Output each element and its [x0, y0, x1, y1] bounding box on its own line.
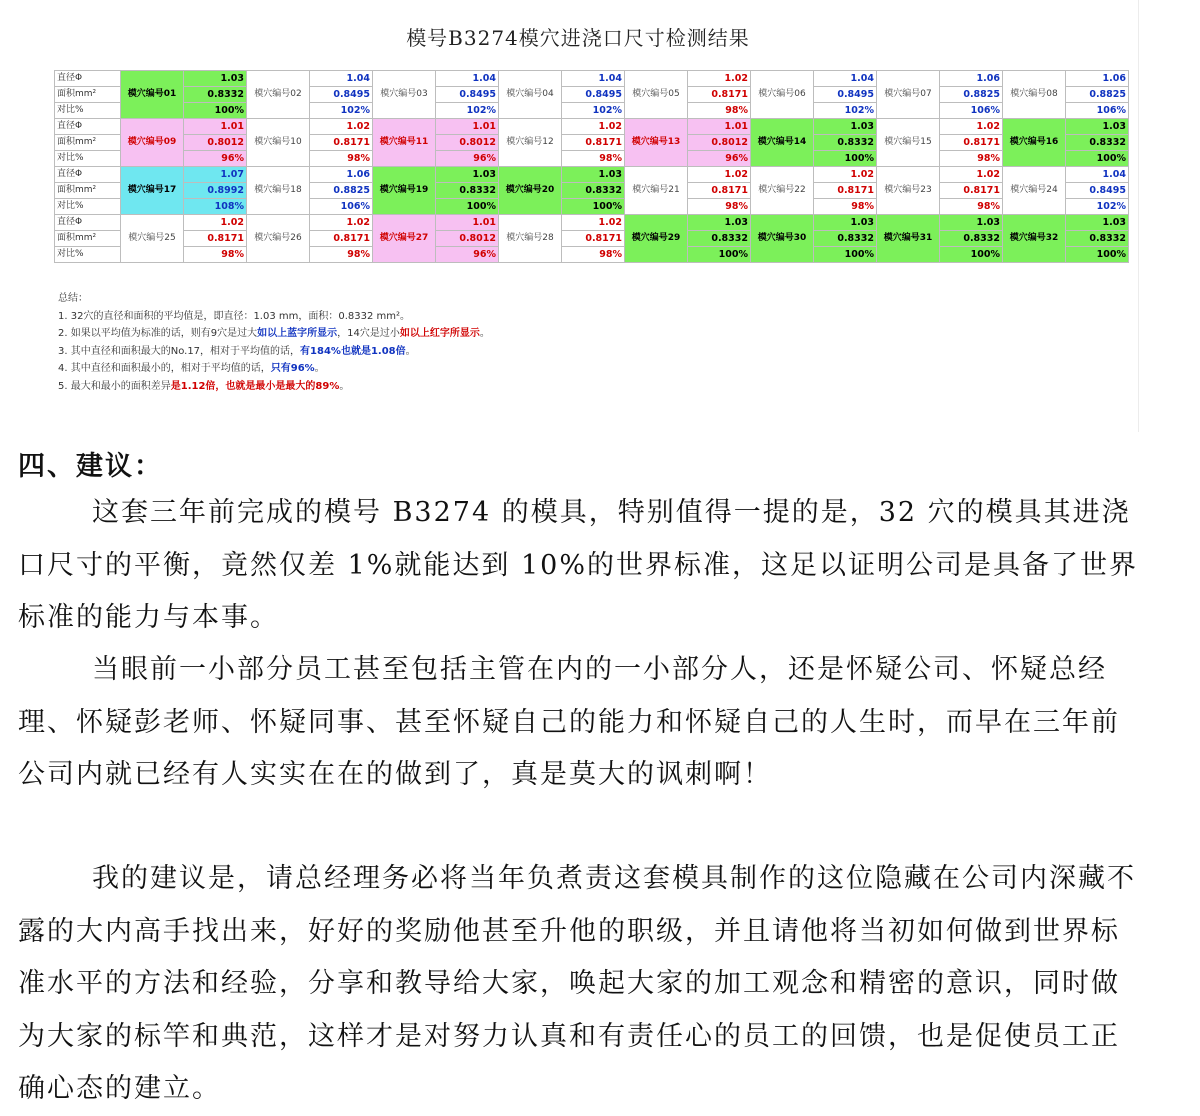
cavity-value: 102% [814, 103, 877, 119]
cavity-name: 模穴编号19 [373, 167, 436, 215]
cavity-name: 模穴编号16 [1003, 119, 1066, 167]
cavity-value: 98% [562, 151, 625, 167]
cavity-value: 0.8332 [814, 135, 877, 151]
figure-title: 模号B3274模穴进浇口尺寸检测结果 [406, 26, 750, 50]
cavity-value: 106% [940, 103, 1003, 119]
table-row [55, 231, 1129, 247]
cavity-value: 100% [562, 199, 625, 215]
summary-line-1: 1. 32穴的直径和面积的平均值是，即直径：1.03 mm，面积：0.8332 mm²。 [58, 310, 411, 322]
cavity-value: 98% [562, 247, 625, 263]
cavity-value: 102% [436, 103, 499, 119]
cavity-value: 1.02 [310, 215, 373, 231]
cavity-value: 0.8171 [562, 231, 625, 247]
cavity-value: 98% [940, 151, 1003, 167]
table-row [55, 119, 1129, 135]
cavity-name: 模穴编号08 [1003, 71, 1066, 119]
cavity-value: 1.04 [814, 71, 877, 87]
cavity-value: 0.8012 [436, 135, 499, 151]
row-label: 直径Φ [55, 71, 121, 87]
cavity-value: 1.01 [688, 119, 751, 135]
table-row [55, 103, 1129, 119]
table-row [55, 135, 1129, 151]
cavity-value: 0.8495 [562, 87, 625, 103]
cavity-value: 106% [1066, 103, 1129, 119]
cavity-value: 100% [814, 247, 877, 263]
cavity-value: 0.8992 [184, 183, 247, 199]
cavity-name: 模穴编号05 [625, 71, 688, 119]
row-label: 对比% [55, 151, 121, 167]
cavity-name: 模穴编号03 [373, 71, 436, 119]
cavity-name: 模穴编号25 [121, 215, 184, 263]
row-label: 面积mm² [55, 183, 121, 199]
summary-line-4: 4. 其中直径和面积最小的，相对于平均值的话，只有96%。 [58, 363, 325, 374]
summary-heading: 总结： [58, 293, 88, 304]
cavity-name: 模穴编号31 [877, 215, 940, 263]
cavity-value: 1.06 [1066, 71, 1129, 87]
paragraph-3: 我的建议是，请总经理务必将当年负煮责这套模具制作的这位隐藏在公司内深藏不露的大内高手找出来，好好的奖励他甚至升他的职级，并且请他将当初如何做到世界标准水平的方法和经验，分享和教导给大家，唤起大家的加工观念和精密的意识，同时做为大家的标竿和典范，这样才是对努力认真和有责任心的员工的回馈，也是促使员工正确心态的建立。 [18, 863, 1136, 1105]
table-row [55, 199, 1129, 215]
cavity-value: 1.03 [184, 71, 247, 87]
row-label: 面积mm² [55, 231, 121, 247]
row-label: 对比% [55, 247, 121, 263]
cavity-value: 1.04 [562, 71, 625, 87]
inspection-figure [18, 0, 1139, 432]
cavity-value: 98% [814, 199, 877, 215]
cavity-value: 0.8495 [310, 87, 373, 103]
row-label: 对比% [55, 103, 121, 119]
cavity-value: 1.01 [436, 215, 499, 231]
cavity-name: 模穴编号23 [877, 167, 940, 215]
cavity-value: 98% [940, 199, 1003, 215]
cavity-name: 模穴编号17 [121, 167, 184, 215]
cavity-value: 1.02 [184, 215, 247, 231]
cavity-value: 0.8332 [562, 183, 625, 199]
cavity-value: 106% [310, 199, 373, 215]
cavity-name: 模穴编号04 [499, 71, 562, 119]
cavity-name: 模穴编号32 [1003, 215, 1066, 263]
cavity-value: 1.01 [436, 119, 499, 135]
cavity-name: 模穴编号06 [751, 71, 814, 119]
summary-notes [58, 290, 490, 395]
cavity-value: 0.8495 [1066, 183, 1129, 199]
cavity-value: 102% [1066, 199, 1129, 215]
cavity-value: 1.03 [436, 167, 499, 183]
cavity-value: 0.8332 [814, 231, 877, 247]
cavity-value: 100% [436, 199, 499, 215]
cavity-name: 模穴编号02 [247, 71, 310, 119]
cavity-value: 1.02 [688, 71, 751, 87]
cavity-value: 1.03 [562, 167, 625, 183]
cavity-name: 模穴编号24 [1003, 167, 1066, 215]
cavity-name: 模穴编号10 [247, 119, 310, 167]
cavity-value: 0.8171 [940, 183, 1003, 199]
cavity-value: 1.03 [1066, 215, 1129, 231]
table-row [55, 87, 1129, 103]
cavity-value: 1.02 [940, 119, 1003, 135]
cavity-name: 模穴编号26 [247, 215, 310, 263]
cavity-value: 1.02 [814, 167, 877, 183]
cavity-value: 1.02 [310, 119, 373, 135]
cavity-value: 96% [184, 151, 247, 167]
summary-line-3: 3. 其中直径和面积最大的No.17，相对于平均值的话，有184%也就是1.08倍。 [58, 345, 416, 357]
cavity-value: 0.8012 [436, 231, 499, 247]
cavity-name: 模穴编号21 [625, 167, 688, 215]
cavity-value: 1.02 [562, 215, 625, 231]
row-label: 直径Φ [55, 215, 121, 231]
table-row [55, 151, 1129, 167]
row-label: 面积mm² [55, 87, 121, 103]
cavity-value: 100% [1066, 247, 1129, 263]
cavity-value: 1.02 [940, 167, 1003, 183]
cavity-value: 0.8171 [814, 183, 877, 199]
row-label: 面积mm² [55, 135, 121, 151]
cavity-value: 100% [688, 247, 751, 263]
cavity-value: 1.03 [688, 215, 751, 231]
cavity-value: 1.06 [940, 71, 1003, 87]
cavity-name: 模穴编号30 [751, 215, 814, 263]
cavity-name: 模穴编号07 [877, 71, 940, 119]
cavity-value: 1.03 [814, 215, 877, 231]
cavity-name: 模穴编号13 [625, 119, 688, 167]
cavity-value: 100% [1066, 151, 1129, 167]
cavity-name: 模穴编号28 [499, 215, 562, 263]
cavity-value: 1.03 [1066, 119, 1129, 135]
cavity-value: 102% [562, 103, 625, 119]
cavity-value: 0.8171 [184, 231, 247, 247]
cavity-value: 0.8495 [436, 87, 499, 103]
cavity-value: 0.8332 [1066, 231, 1129, 247]
cavity-value: 0.8012 [688, 135, 751, 151]
paragraph-1: 这套三年前完成的模号 B3274 的模具，特别值得一提的是，32 穴的模具其进浇口尺寸的平衡，竟然仅差 1%就能达到 10%的世界标准，这足以证明公司是具备了世界标准的能力与本事。 [18, 497, 1139, 634]
table-row [55, 183, 1129, 199]
cavity-name: 模穴编号18 [247, 167, 310, 215]
cavity-name: 模穴编号09 [121, 119, 184, 167]
cavity-value: 100% [184, 103, 247, 119]
cavity-value: 1.06 [310, 167, 373, 183]
summary-line-2: 2. 如果以平均值为标准的话，则有9穴是过大如以上蓝字所显示，14穴是过小如以上红字所显示。 [58, 328, 490, 339]
cavity-name: 模穴编号22 [751, 167, 814, 215]
summary-line-5: 5. 最大和最小的面积差异是1.12倍，也就是最小是最大的89%。 [58, 380, 350, 392]
cavity-name: 模穴编号29 [625, 215, 688, 263]
cavity-name: 模穴编号14 [751, 119, 814, 167]
cavity-value: 100% [940, 247, 1003, 263]
row-label: 直径Φ [55, 167, 121, 183]
cavity-value: 102% [310, 103, 373, 119]
cavity-value: 0.8495 [814, 87, 877, 103]
section-heading: 四、建议： [18, 451, 163, 482]
table-row [55, 71, 1129, 87]
row-label: 直径Φ [55, 119, 121, 135]
cavity-value: 1.07 [184, 167, 247, 183]
cavity-value: 0.8332 [688, 231, 751, 247]
cavity-value: 1.03 [814, 119, 877, 135]
cavity-name: 模穴编号01 [121, 71, 184, 119]
cavity-value: 0.8825 [310, 183, 373, 199]
cavity-value: 1.01 [184, 119, 247, 135]
cavity-value: 98% [688, 103, 751, 119]
cavity-value: 108% [184, 199, 247, 215]
cavity-value: 98% [310, 247, 373, 263]
cavity-value: 98% [184, 247, 247, 263]
table-row [55, 167, 1129, 183]
table-row [55, 247, 1129, 263]
cavity-name: 模穴编号20 [499, 167, 562, 215]
cavity-value: 1.04 [310, 71, 373, 87]
cavity-name: 模穴编号11 [373, 119, 436, 167]
cavity-value: 0.8171 [310, 231, 373, 247]
table-row [55, 215, 1129, 231]
cavity-value: 0.8332 [436, 183, 499, 199]
cavity-value: 1.02 [562, 119, 625, 135]
cavity-name: 模穴编号12 [499, 119, 562, 167]
cavity-value: 0.8332 [1066, 135, 1129, 151]
cavity-value: 0.8171 [562, 135, 625, 151]
cavity-value: 0.8171 [688, 183, 751, 199]
cavity-value: 98% [688, 199, 751, 215]
cavity-value: 1.03 [940, 215, 1003, 231]
cavity-value: 96% [436, 151, 499, 167]
cavity-value: 0.8171 [940, 135, 1003, 151]
cavity-value: 0.8171 [310, 135, 373, 151]
cavity-value: 1.04 [1066, 167, 1129, 183]
cavity-table [54, 70, 1129, 263]
cavity-value: 1.02 [688, 167, 751, 183]
cavity-value: 0.8332 [184, 87, 247, 103]
cavity-value: 96% [688, 151, 751, 167]
cavity-value: 0.8012 [184, 135, 247, 151]
cavity-value: 100% [814, 151, 877, 167]
cavity-value: 0.8825 [940, 87, 1003, 103]
row-label: 对比% [55, 199, 121, 215]
cavity-name: 模穴编号27 [373, 215, 436, 263]
cavity-value: 98% [310, 151, 373, 167]
cavity-value: 1.04 [436, 71, 499, 87]
cavity-value: 96% [436, 247, 499, 263]
cavity-value: 0.8332 [940, 231, 1003, 247]
cavity-value: 0.8825 [1066, 87, 1129, 103]
cavity-name: 模穴编号15 [877, 119, 940, 167]
paragraph-2: 当眼前一小部分员工甚至包括主管在内的一小部分人，还是怀疑公司、怀疑总经理、怀疑彭老师、怀疑同事、甚至怀疑自己的能力和怀疑自己的人生时，而早在三年前公司内就已经有人实实在在的做到了，真是莫大的讽刺啊！ [18, 654, 1120, 791]
cavity-value: 0.8171 [688, 87, 751, 103]
